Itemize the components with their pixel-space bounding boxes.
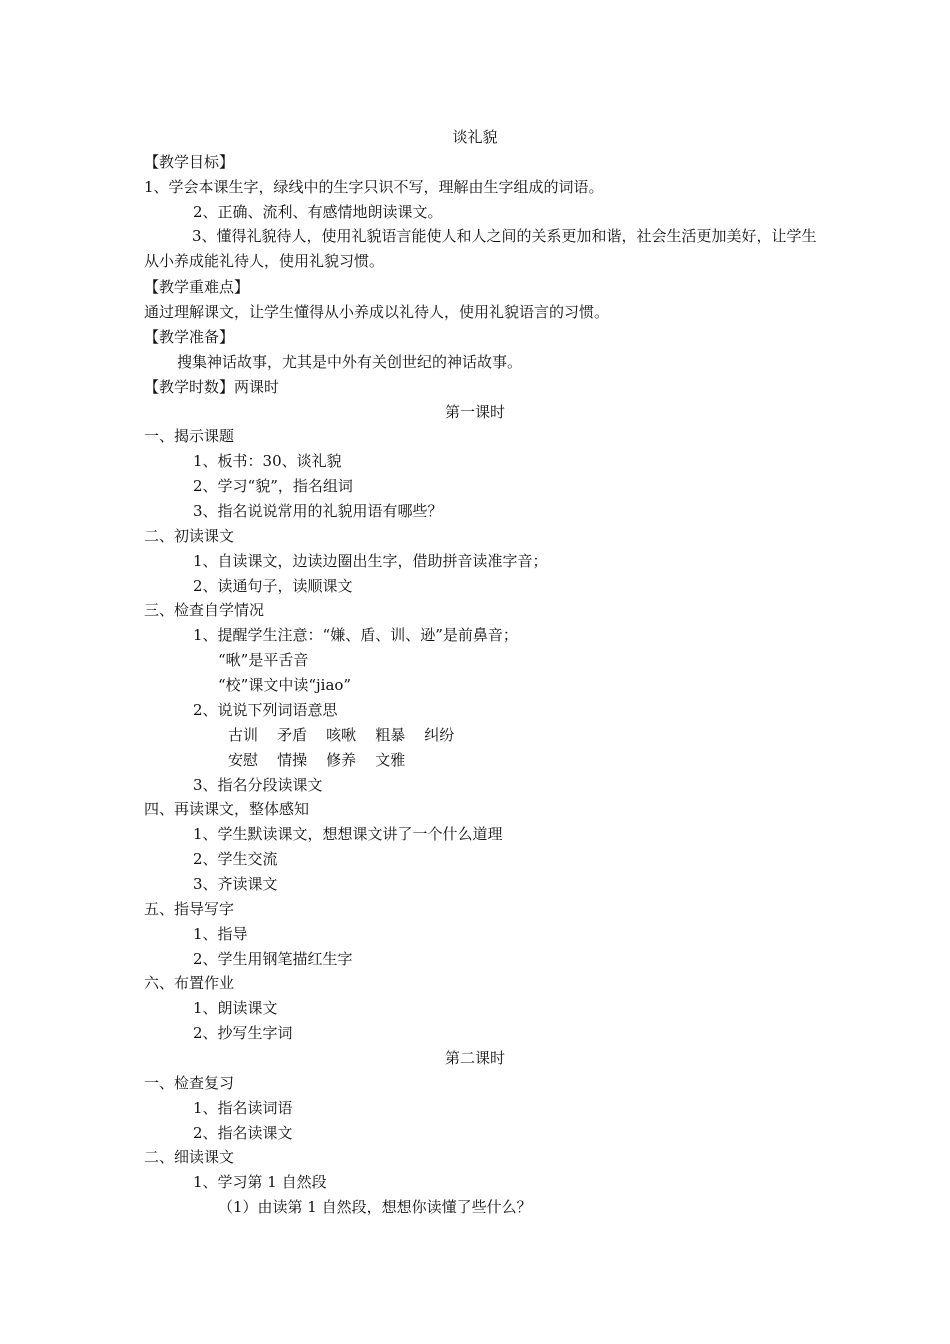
heading-teaching-goals: 【教学目标】 — [144, 153, 235, 171]
list-item: 1、学习第 1 自然段 — [193, 1173, 327, 1191]
list-item: 3、指名说说常用的礼貌用语有哪些？ — [193, 502, 443, 520]
section-heading: 六、布置作业 — [144, 974, 235, 992]
section-heading: 二、细读课文 — [144, 1148, 235, 1166]
lesson-one-heading: 第一课时 — [444, 403, 505, 421]
heading-preparation: 【教学准备】 — [144, 328, 235, 346]
teaching-hours: 【教学时数】两课时 — [144, 378, 280, 396]
list-item: 1、学生默读课文，想想课文讲了一个什么道理 — [193, 825, 503, 843]
list-item: 2、学生用钢笔描红生字 — [193, 950, 353, 968]
list-item: 2、抄写生字词 — [193, 1024, 293, 1042]
list-item: 1、提醒学生注意：“嫌、盾、训、逊”是前鼻音； — [193, 626, 518, 644]
list-item: 2、读通句子，读顺课文 — [193, 577, 353, 595]
vocabulary-line: 安慰 情操 修养 文雅 — [228, 751, 406, 769]
vocabulary-line: 古训 矛盾 咳啾 粗暴 纠纷 — [228, 726, 455, 744]
list-item: 3、指名分段读课文 — [193, 776, 323, 794]
list-item: 2、学习“貌”，指名组词 — [193, 477, 353, 495]
document-title: 谈礼貌 — [452, 128, 498, 146]
list-item: 1、指名读词语 — [193, 1099, 293, 1117]
list-item: 2、说说下列词语意思 — [193, 701, 338, 719]
section-heading: 五、指导写字 — [144, 900, 235, 918]
list-item: 2、学生交流 — [193, 850, 278, 868]
goal-2: 2、正确、流利、有感情地朗读课文。 — [193, 203, 443, 221]
section-heading: 二、初读课文 — [144, 527, 235, 545]
key-points-text: 通过理解课文，让学生懂得从小养成以礼待人，使用礼貌语言的习惯。 — [144, 303, 610, 321]
goal-3: 3、懂得礼貌待人，使用礼貌语言能使人和人之间的关系更加和谐，社会生活更加美好，让学生从小养成能礼待人，使用礼貌习惯。 — [144, 227, 817, 270]
list-item: 1、朗读课文 — [193, 999, 278, 1017]
list-item: 3、齐读课文 — [193, 875, 278, 893]
heading-key-points: 【教学重难点】 — [144, 278, 250, 296]
section-heading: 一、揭示课题 — [144, 427, 235, 445]
list-item: “校”课文中读“jiao” — [218, 676, 352, 694]
section-heading: 三、检查自学情况 — [144, 601, 265, 619]
lesson-two-heading: 第二课时 — [444, 1049, 505, 1067]
preparation-text: 搜集神话故事，尤其是中外有关创世纪的神话故事。 — [177, 353, 523, 371]
list-item: 2、指名读课文 — [193, 1124, 293, 1142]
list-item: 1、板书：30、谈礼貌 — [193, 452, 342, 470]
section-heading: 四、再读课文，整体感知 — [144, 800, 310, 818]
goal-1: 1、学会本课生字，绿线中的生字只识不写，理解由生字组成的词语。 — [144, 178, 604, 196]
list-item: 1、自读课文，边读边圈出生字，借助拼音读准字音； — [193, 552, 548, 570]
list-item: 1、指导 — [193, 925, 248, 943]
section-heading: 一、检查复习 — [144, 1074, 235, 1092]
list-item: “啾”是平舌音 — [218, 651, 309, 669]
list-item: （1）由读第 1 自然段，想想你读懂了些什么？ — [218, 1198, 532, 1216]
